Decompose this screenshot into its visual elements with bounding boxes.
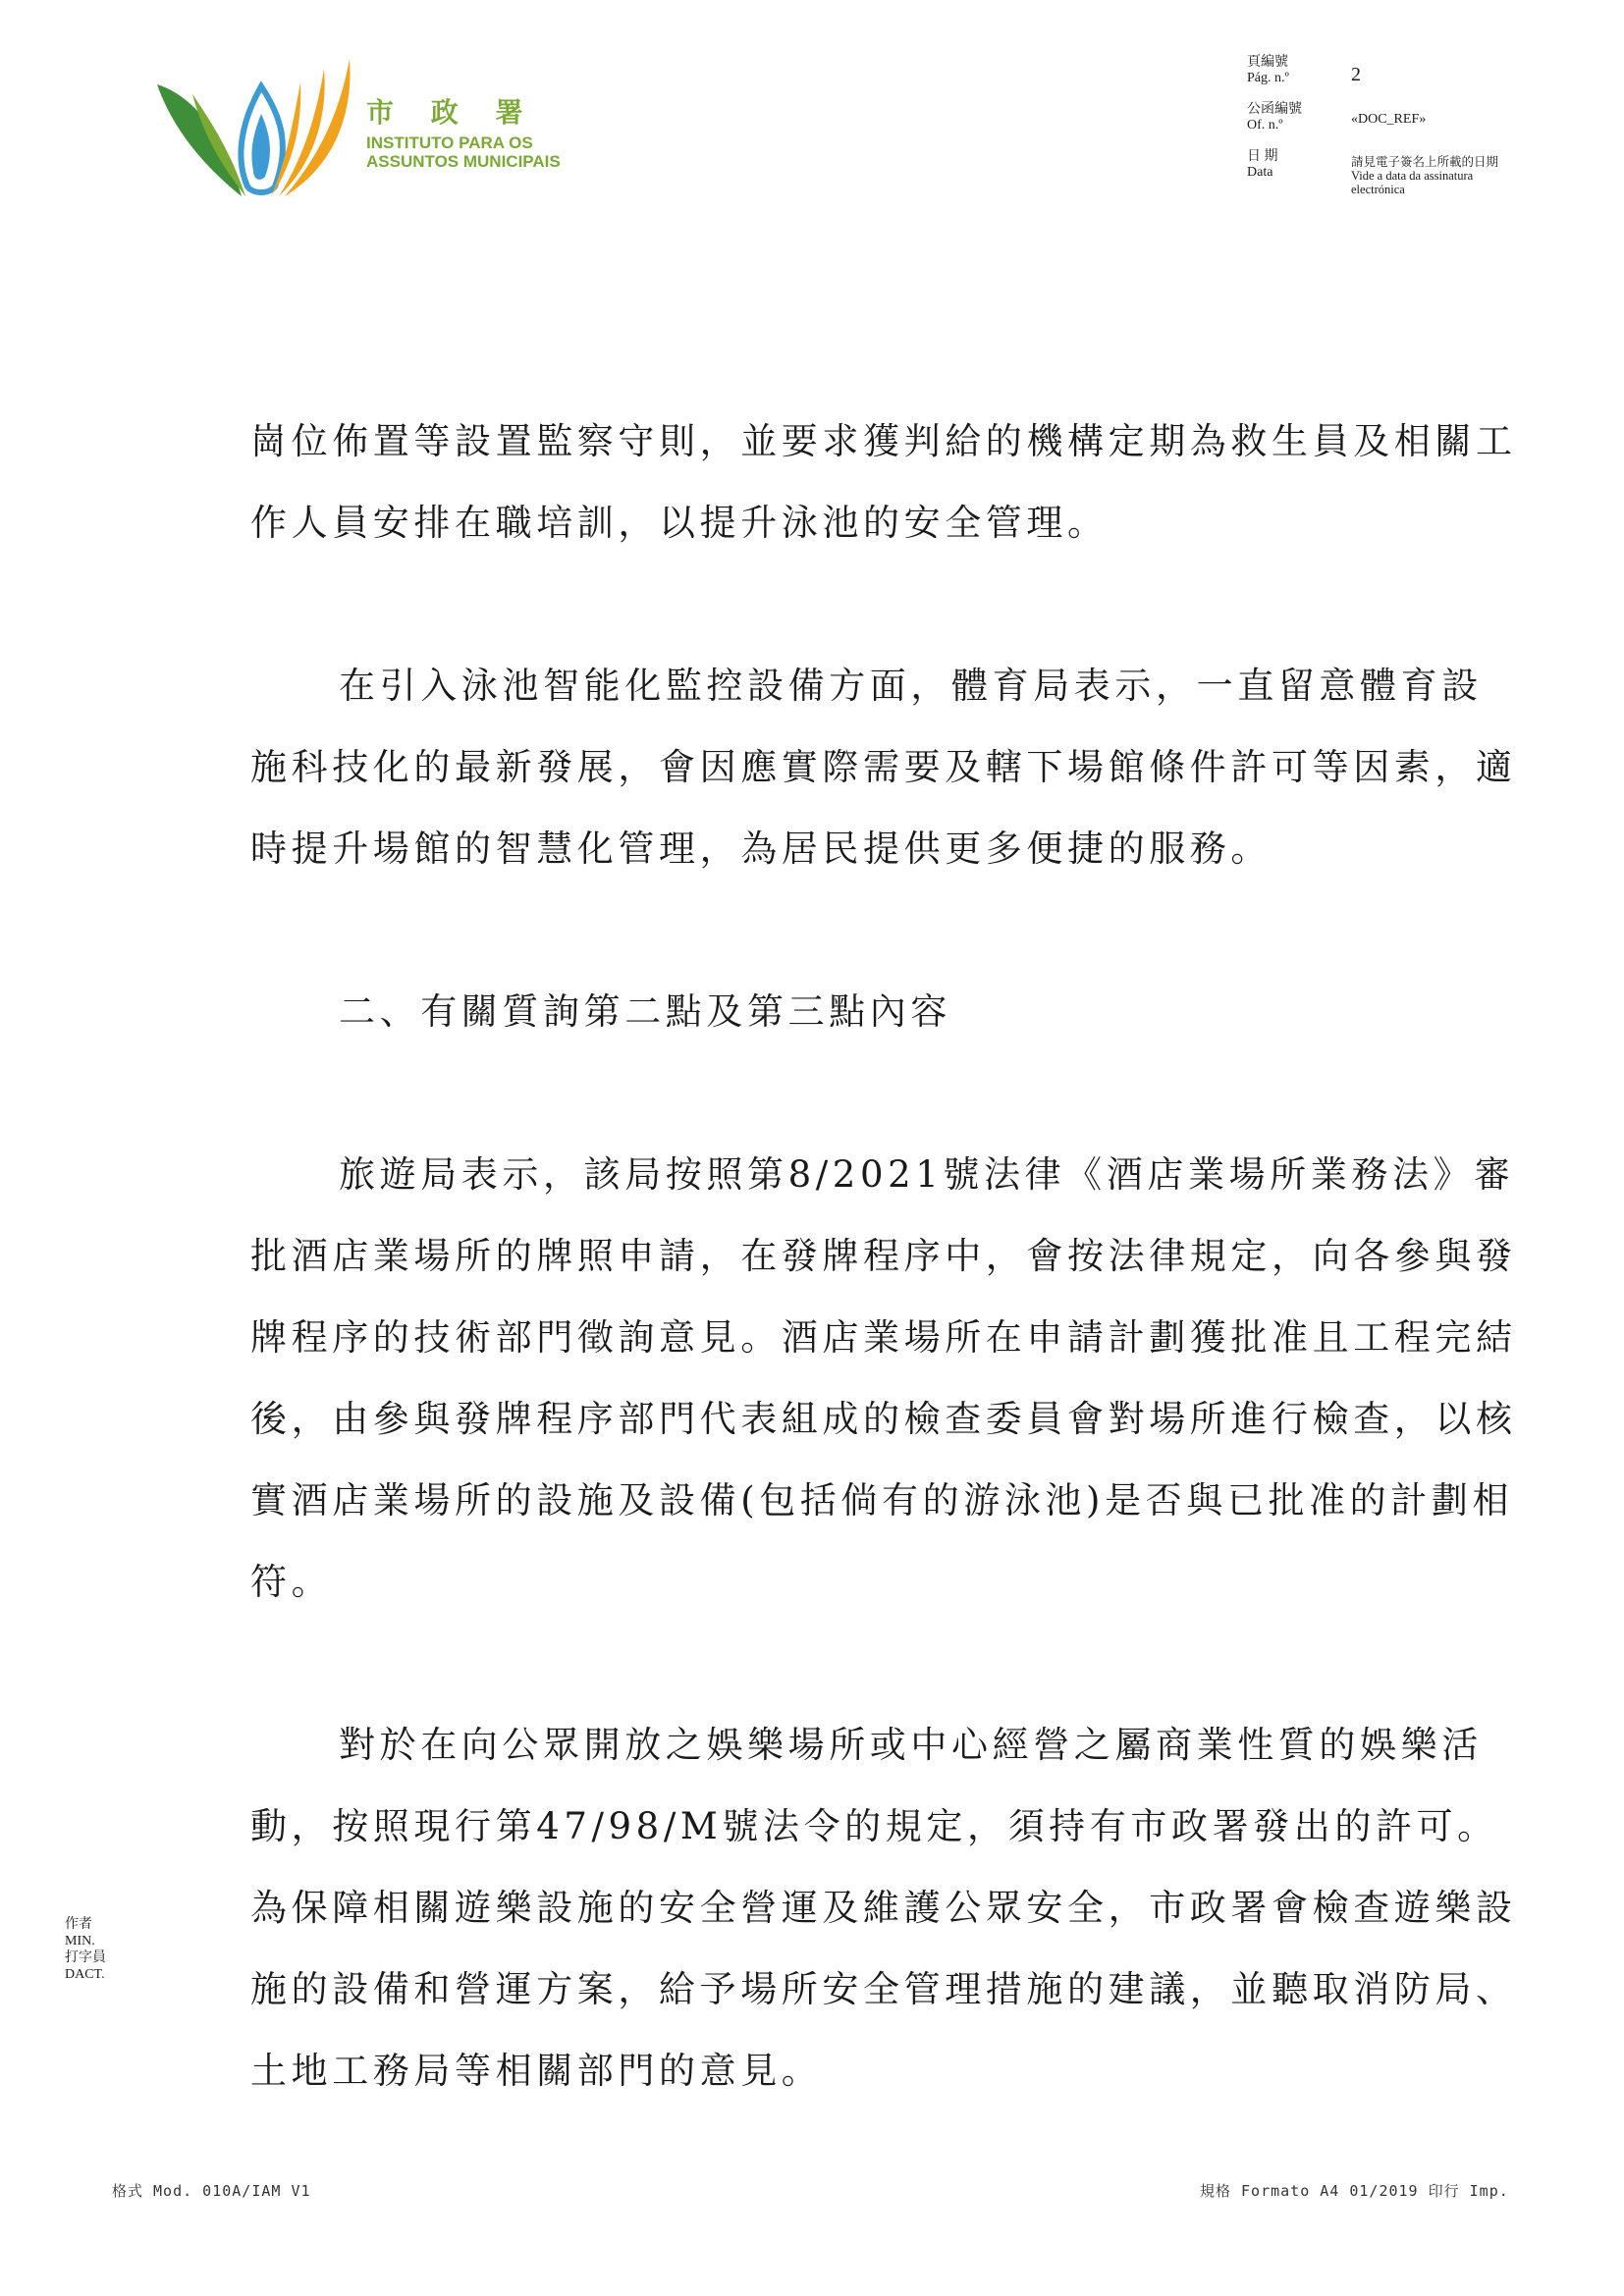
author-typist-notes: [65, 1916, 106, 1983]
date-label: [1247, 149, 1345, 181]
date-row: [1247, 149, 1561, 208]
paragraph-continuation: 崗位佈置等設置監察守則，並要求獲判給的機構定期為救生員及相關工作人員安排在職培訓，以提升泳池的安全管理。: [250, 420, 1517, 544]
office-number-row: [1247, 102, 1561, 149]
document-reference-block: [1247, 55, 1561, 208]
date-value-pt-line2: electrónica: [1351, 183, 1405, 196]
page-number-label-pt: Pág. n.º: [1247, 71, 1289, 85]
page-number-label-cn: 頁編號: [1247, 55, 1288, 70]
office-number-label-pt: Of. n.º: [1247, 118, 1283, 133]
page-number-row: [1247, 55, 1561, 102]
paragraph-tourism-office: 旅遊局表示，該局按照第8/2021號法律《酒店業場所業務法》審批酒店業場所的牌照申請，在發牌程序中，會按法律規定，向各參與發牌程序的技術部門徵詢意見。酒店業場所在申請計劃獲批准且工程完結後，由參與發牌程序部門代表組成的檢查委員會對場所進行檢查，以核實酒店業場所的設施及設備(包括倘有的游泳池)是否與已批准的計劃相符。: [250, 1153, 1517, 1603]
date-value-cn: 請見電子簽名上所載的日期: [1351, 155, 1499, 169]
iam-logo-text: [366, 96, 572, 171]
page-number-label: [1247, 55, 1345, 86]
iam-name-portuguese-line1: INSTITUTO PARA OS: [366, 133, 533, 152]
date-label-cn: 日 期: [1247, 149, 1278, 164]
typist-label-cn: 打字員: [65, 1950, 106, 1965]
page-number-value: 2: [1351, 64, 1361, 85]
form-model-footer: 格式 Mod. 010A/IAM V1: [112, 2182, 311, 2200]
section-heading-points-2-3: 二、有關質詢第二點及第三點內容: [339, 990, 951, 1033]
date-value: [1351, 155, 1557, 196]
author-label-pt: MIN.: [65, 1934, 95, 1949]
office-number-label: [1247, 102, 1345, 133]
date-label-pt: Data: [1247, 165, 1273, 180]
typist-label-pt: DACT.: [65, 1967, 105, 1982]
letter-body: [250, 400, 1517, 2111]
iam-lotus-logo-icon: [155, 57, 366, 199]
iam-name-portuguese-line2: ASSUNTOS MUNICIPAIS: [366, 152, 561, 171]
paragraph-entertainment-licensing: 對於在向公眾開放之娛樂場所或中心經營之屬商業性質的娛樂活動，按照現行第47/98/M號法令的規定，須持有市政署發出的許可。為保障相關遊樂設施的安全營運及維護公眾安全，市政署會檢查遊樂設施的設備和營運方案，給予場所安全管理措施的建議，並聽取消防局、土地工務局等相關部門的意見。: [250, 1724, 1517, 2092]
iam-name-chinese: 市 政 署: [366, 96, 537, 129]
iam-logo: [155, 57, 568, 204]
office-number-label-cn: 公函編號: [1247, 102, 1302, 117]
paper-format-footer: 規格 Formato A4 01/2019 印行 Imp.: [1200, 2182, 1509, 2200]
author-label-cn: 作者: [65, 1917, 92, 1932]
date-value-pt-line1: Vide a data da assinatura: [1351, 169, 1474, 183]
office-number-value: «DOC_REF»: [1351, 112, 1427, 127]
paragraph-smart-monitoring: 在引入泳池智能化監控設備方面，體育局表示，一直留意體育設施科技化的最新發展，會因應實際需要及轄下場館條件許可等因素，適時提升場館的智慧化管理，為居民提供更多便捷的服務。: [250, 665, 1517, 870]
